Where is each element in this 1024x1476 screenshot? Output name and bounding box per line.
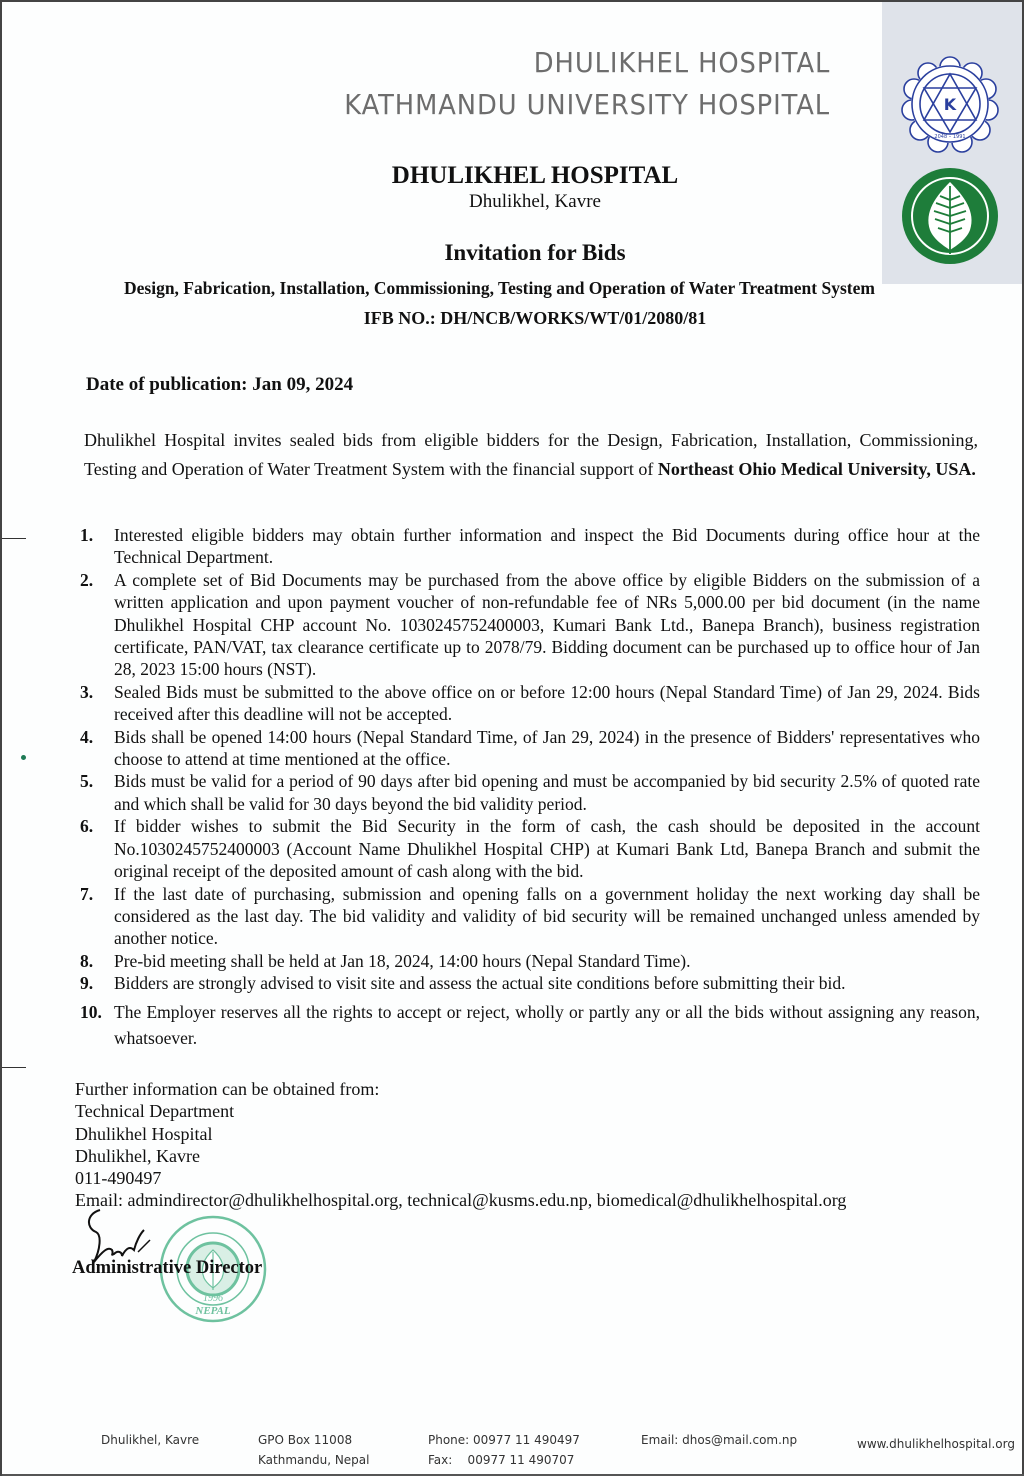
footer-phone: Phone: 00977 11 490497 [428, 1433, 580, 1447]
footer-city: Kathmandu, Nepal [258, 1453, 370, 1467]
list-item: 3. Sealed Bids must be submitted to the above office on or before 12:00 hours (Nepal Standard Time) of Jan 29, 2024. Bids received after this deadline will not be accepted. [80, 681, 980, 725]
list-item: 8. Pre-bid meeting shall be held at Jan 18, 2024, 14:00 hours (Nepal Standard Time). [80, 950, 691, 971]
footer-po-box: GPO Box 11008 [258, 1433, 353, 1447]
hospital-name: DHULIKHEL HOSPITAL [391, 162, 679, 189]
svg-text:1996: 1996 [203, 1293, 223, 1304]
list-item: 6. If bidder wishes to submit the Bid Security in the form of cash, the cash should be deposited in the account No.1030245752400003 (Account Name Dhulikhel Hospital CHP) at Kumari Bank Ltd, Banepa Branch and submit the original receipt of the deposited amount of cash along with the bid. [80, 816, 980, 882]
footer-email[interactable]: Email: dhos@mail.com.np [641, 1433, 798, 1447]
contact-address: Dhulikhel, Kavre [75, 1145, 200, 1166]
contact-email: Email: admindirector@dhulikhelhospital.org, technical@kusms.edu.np, biomedical@dhulikhelhospital.org [75, 1190, 847, 1211]
signatory-title: Administrative Director [72, 1258, 263, 1278]
contact-intro: Further information can be obtained from: [75, 1079, 380, 1099]
project-title: Design, Fabrication, Installation, Commissioning, Testing and Operation of Water Treatment System [124, 278, 875, 298]
svg-text:K: K [943, 95, 957, 114]
contact-block [75, 1078, 846, 1212]
letterhead-line-2: KATHMANDU UNIVERSITY HOSPITAL [344, 88, 830, 121]
list-item: 7. If the last date of purchasing, submission and opening falls on a government holiday the next working day shall be considered as the last day. The bid validity and validity of bid security will be remained unchanged unless amended by another notice. [80, 883, 980, 949]
sponsor-name: Northeast Ohio Medical University, USA. [657, 459, 976, 479]
document-title: Invitation for Bids [444, 240, 626, 265]
hospital-location: Dhulikhel, Kavre [469, 191, 601, 212]
contact-organization: Dhulikhel Hospital [75, 1123, 213, 1144]
margin-fold-mark [2, 1067, 26, 1068]
bid-conditions-list [80, 524, 980, 1051]
margin-fold-mark [2, 538, 26, 539]
ifb-number: IFB NO.: DH/NCB/WORKS/WT/01/2080/81 [363, 308, 707, 328]
footer-location: Dhulikhel, Kavre [101, 1433, 200, 1447]
signature-block [72, 1202, 332, 1322]
list-item: 9. Bidders are strongly advised to visit site and assess the actual site conditions before submitting their bid. [80, 973, 846, 994]
contact-department: Technical Department [75, 1101, 235, 1122]
list-item: 4. Bids shall be opened 14:00 hours (Nepal Standard Time, of Jan 29, 2024) in the presence of Bidders' representatives who choose to attend at time mentioned at the office. [80, 726, 980, 770]
publication-date: Date of publication: Jan 09, 2024 [86, 374, 354, 395]
letterhead-line-1: DHULIKHEL HOSPITAL [533, 46, 830, 79]
svg-text:NEPAL: NEPAL [195, 1305, 231, 1317]
kathmandu-university-emblem-icon [900, 54, 1000, 154]
footer-website[interactable]: www.dhulikhelhospital.org [857, 1437, 1015, 1451]
footer-fax: Fax: 00977 11 490707 [428, 1453, 575, 1467]
list-item: 2. A complete set of Bid Documents may be purchased from the above office by eligible Bidders on the submission of a written application and upon payment voucher of non-refundable fee of NRs 5,000.00 per bid document (in the name Dhulikhel Hospital CHP account No. 1030245752400003, Kumari Bank Ltd., Banepa Branch), business registration certificate, PAN/VAT, tax clearance certificate up to 2078/79. Bidding document can be purchased up to office hour of Jan 28, 2023 15:00 hours (NST). [80, 569, 980, 680]
contact-phone: 011-490497 [75, 1168, 162, 1189]
scan-speck [21, 755, 26, 760]
email-links[interactable]: admindirector@dhulikhelhospital.org, technical@kusms.edu.np, biomedical@dhulikhelhospital.org [127, 1190, 847, 1211]
list-item: 10. The Employer reserves all the rights to accept or reject, wholly or partly any or all the bids without assigning any reason, whatsoever. [80, 1001, 980, 1048]
intro-paragraph: Dhulikhel Hospital invites sealed bids from eligible bidders for the Design, Fabrication, Installation, Commissioning, Testing and Operation of Water Treatment System with the financial support of Northeast Ohio Medical University, USA. [84, 430, 978, 479]
svg-text:2048 – 1991: 2048 – 1991 [934, 134, 966, 140]
list-item: 1. Interested eligible bidders may obtain further information and inspect the Bid Documents during office hour at the Technical Department. [80, 525, 980, 568]
list-item: 5. Bids must be valid for a period of 90 days after bid opening and must be accompanied by bid security 2.5% of quoted rate and which shall be valid for 30 days beyond the bid validity period. [80, 771, 980, 814]
